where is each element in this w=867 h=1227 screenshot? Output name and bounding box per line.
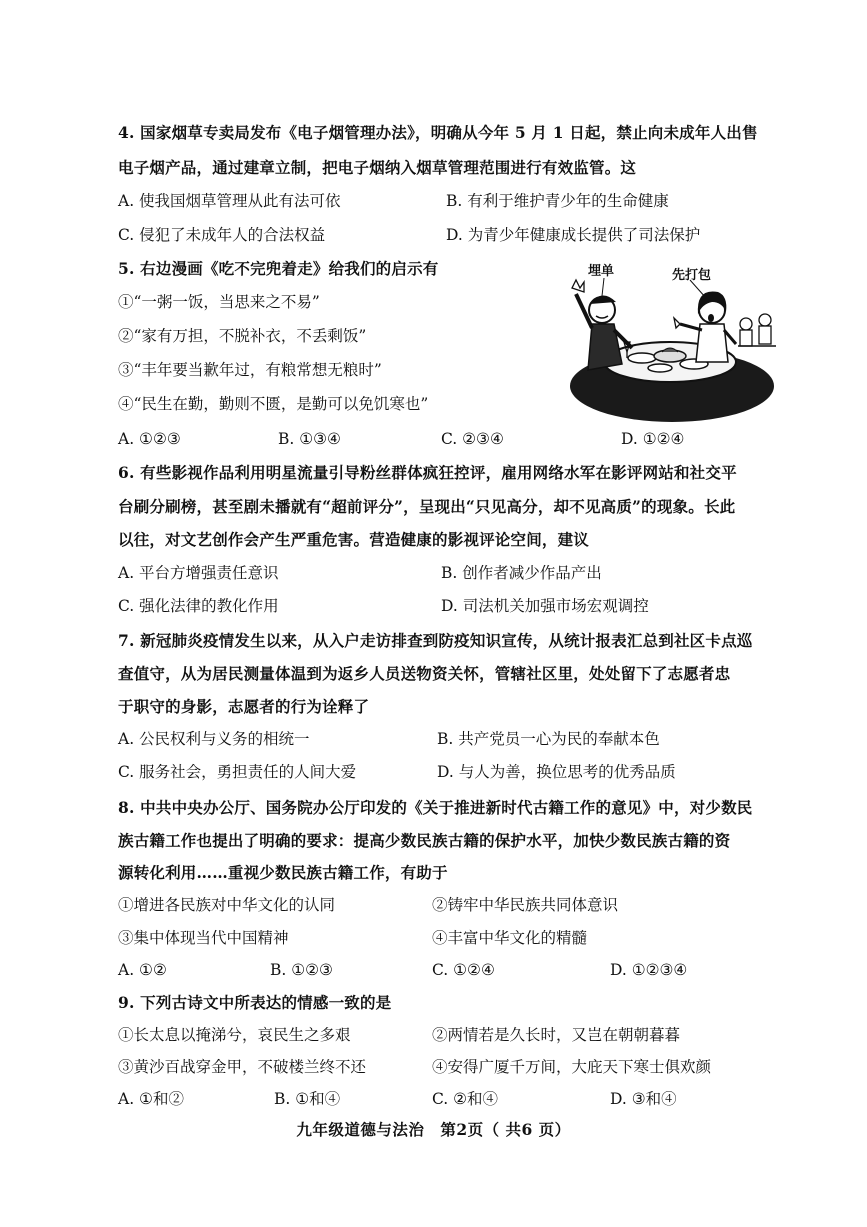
q6-option-a: A. 平台方增强责任意识 — [118, 564, 279, 582]
q6-stem-line-3: 以往，对文艺创作会产生严重危害。营造健康的影视评论空间，建议 — [118, 530, 590, 549]
q4-option-c: C. 侵犯了未成年人的合法权益 — [118, 226, 326, 244]
q4-option-a: A. 使我国烟草管理从此有法可依 — [118, 192, 341, 210]
q7-stem-line-3: 于职守的身影，志愿者的行为诠释了 — [118, 697, 370, 716]
q8-option-c: C. ①②④ — [432, 961, 495, 979]
q7-option-c: C. 服务社会，勇担责任的人间大爱 — [118, 763, 357, 781]
q6-stem-line-2: 台刷分刷榜，甚至剧未播就有“超前评分”，呈现出“只见高分，却不见高质”的现象。长此 — [118, 497, 736, 516]
q9-option-a: A. ①和② — [118, 1090, 184, 1108]
q9-statement-1: ①长太息以掩涕兮，哀民生之多艰 — [118, 1026, 351, 1044]
q8-stem-line-1: 8. 中共中央办公厅、国务院办公厅印发的《关于推进新时代古籍工作的意见》中，对少数民 — [118, 798, 753, 817]
q8-statement-2: ②铸牢中华民族共同体意识 — [432, 896, 619, 914]
q8-statement-1: ①增进各民族对中华文化的认同 — [118, 896, 336, 914]
q9-stem: 9. 下列古诗文中所表达的情感一致的是 — [118, 993, 392, 1012]
q5-statement-1: ①“一粥一饭，当思来之不易” — [118, 293, 320, 311]
q6-option-b: B. 创作者减少作品产出 — [441, 564, 602, 582]
q5-option-d: D. ①②④ — [621, 430, 685, 448]
q6-stem-line-1: 6. 有些影视作品利用明星流量引导粉丝群体疯狂控评，雇用网络水军在影评网站和社交平 — [118, 463, 737, 482]
q5-statement-4: ④“民生在勤，勤则不匮，是勤可以免饥寒也” — [118, 395, 429, 413]
q8-statement-3: ③集中体现当代中国精神 — [118, 929, 289, 947]
q4-option-d: D. 为青少年健康成长提供了司法保护 — [446, 226, 701, 244]
q9-option-c: C. ②和④ — [432, 1090, 499, 1108]
q7-option-a: A. 公民权利与义务的相统一 — [118, 730, 310, 748]
q5-option-b: B. ①③④ — [278, 430, 341, 448]
q5-option-c: C. ②③④ — [441, 430, 504, 448]
q9-option-b: B. ①和④ — [274, 1090, 341, 1108]
q7-stem-line-1: 7. 新冠肺炎疫情发生以来，从入户走访排查到防疫知识宣传，从统计报表汇总到社区卡点巡 — [118, 631, 753, 650]
q8-option-a: A. ①② — [118, 961, 167, 979]
q8-statement-4: ④丰富中华文化的精髓 — [432, 929, 588, 947]
q5-option-a: A. ①②③ — [118, 430, 181, 448]
q4-stem-line-1: 4. 国家烟草专卖局发布《电子烟管理办法》，明确从今年 5 月 1 日起，禁止向未成年人出售 — [118, 123, 758, 142]
q4-option-b: B. 有利于维护青少年的生命健康 — [446, 192, 669, 210]
q6-option-d: D. 司法机关加强市场宏观调控 — [441, 597, 649, 615]
q9-option-d: D. ③和④ — [610, 1090, 677, 1108]
q9-statement-3: ③黄沙百战穿金甲，不破楼兰终不还 — [118, 1058, 367, 1076]
q9-statement-4: ④安得广厦千万间，大庇天下寒士俱欢颜 — [432, 1058, 712, 1076]
q8-stem-line-2: 族古籍工作也提出了明确的要求：提高少数民族古籍的保护水平，加快少数民族古籍的资 — [118, 831, 731, 850]
cartoon-drawing — [562, 258, 780, 426]
q4-stem-line-2: 电子烟产品，通过建章立制，把电子烟纳入烟草管理范围进行有效监管。这 — [118, 158, 637, 177]
q9-statement-2: ②两情若是久长时，又岂在朝朝暮暮 — [432, 1026, 681, 1044]
q8-option-d: D. ①②③④ — [610, 961, 688, 979]
q8-stem-line-3: 源转化利用……重视少数民族古籍工作，有助于 — [118, 863, 448, 882]
q8-option-b: B. ①②③ — [270, 961, 333, 979]
q6-option-c: C. 强化法律的教化作用 — [118, 597, 279, 615]
q7-option-d: D. 与人为善，换位思考的优秀品质 — [437, 763, 676, 781]
q7-stem-line-2: 查值守，从为居民测量体温到为返乡人员送物资关怀，管辖社区里，处处留下了志愿者忠 — [118, 664, 731, 683]
page-footer: 九年级道德与法治 第2页（ 共6 页） — [296, 1120, 571, 1139]
q7-option-b: B. 共产党员一心为民的奉献本色 — [437, 730, 660, 748]
q5-statement-2: ②“家有万担，不脱补衣，不丢剩饭” — [118, 327, 367, 345]
cartoon-label-left: 埋单 — [588, 264, 615, 279]
q5-statement-3: ③“丰年要当歉年过，有粮常想无粮时” — [118, 361, 382, 379]
cartoon-label-right: 先打包 — [672, 268, 712, 283]
q5-stem: 5. 右边漫画《吃不完兜着走》给我们的启示有 — [118, 259, 439, 278]
cartoon-illustration — [562, 258, 780, 426]
